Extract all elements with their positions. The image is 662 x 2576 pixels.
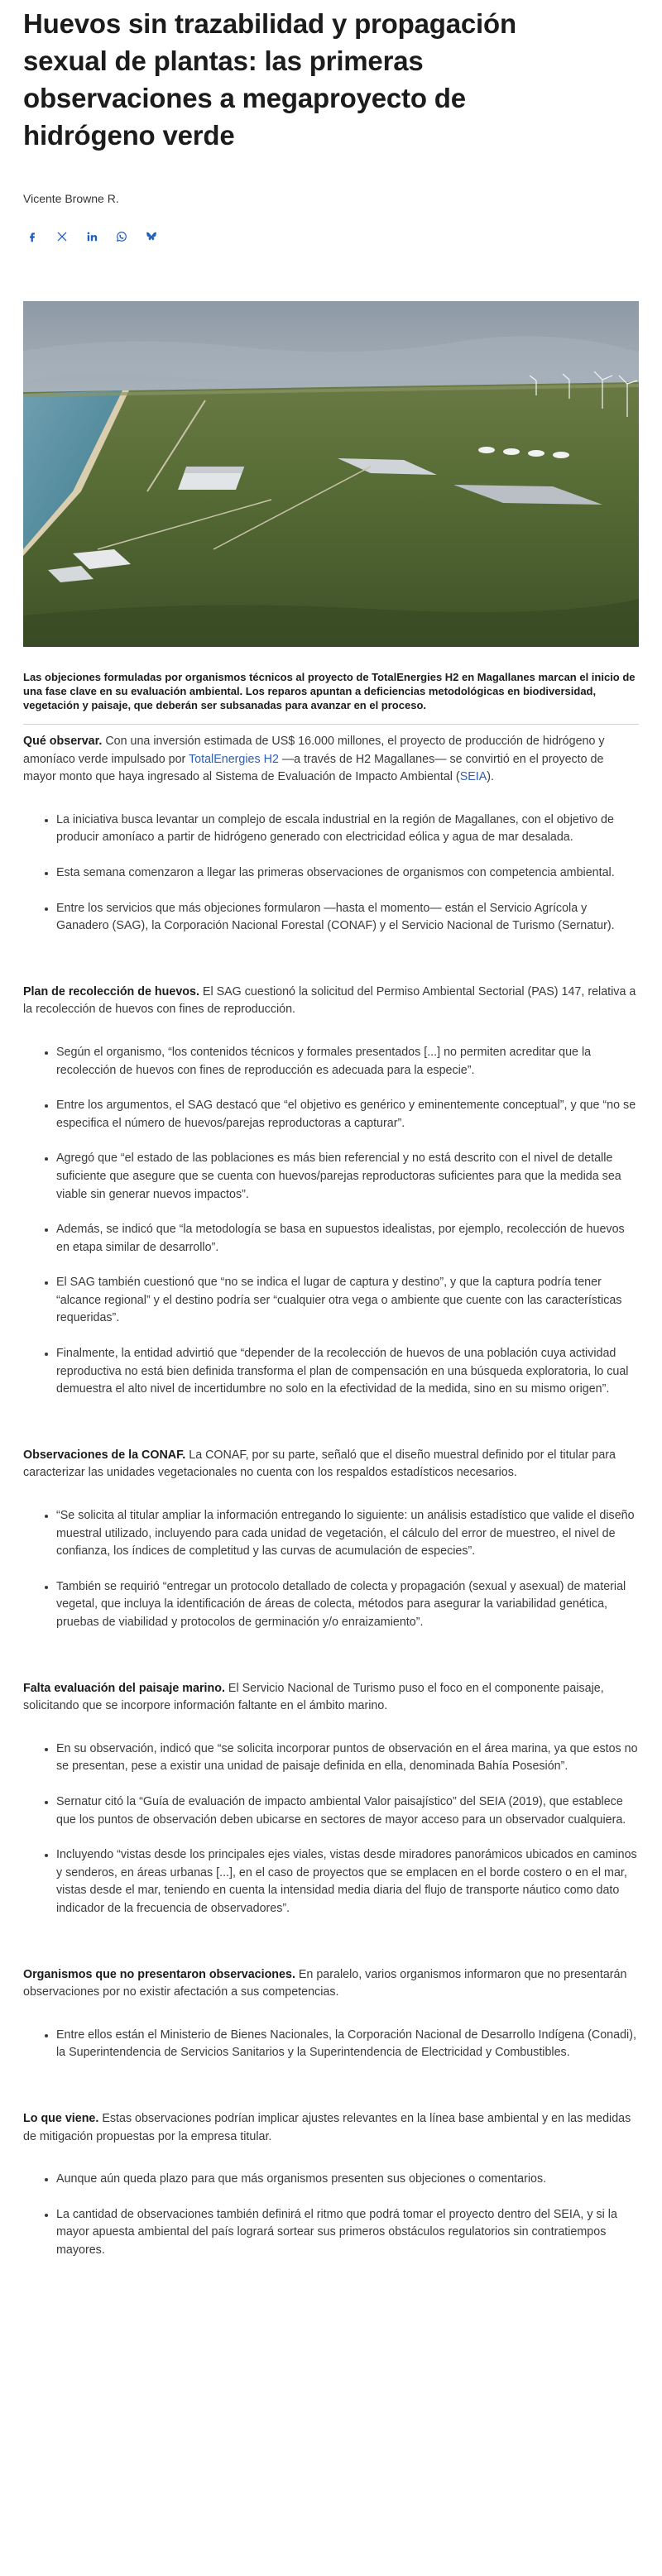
- list-item: Entre los argumentos, el SAG destacó que “el objetivo es genérico y eminentemente conceptual”, y que “no se especifica el número de huevos/parejas reproductoras a capturar”.: [56, 1097, 639, 1132]
- section-lo-que-viene: [23, 2110, 639, 2260]
- list-item: En su observación, indicó que “se solicita incorporar puntos de observación en el área marina, ya que estos no se presentan, pese a existir una unidad de paisaje definida en ella, denominada Bahía Posesión”.: [56, 1740, 639, 1776]
- list-item: También se requirió “entregar un protocolo detallado de colecta y propagación (sexual y asexual) de material vegetal, que incluya la identificación de áreas de colecta, métodos para asegurar la variabilidad genética, pruebas de viabilidad y protocolos de germinación y/o enraizamiento”.: [56, 1578, 639, 1632]
- section-intro: Organismos que no presentaron observaciones. En paralelo, varios organismos informaron que no presentarán observaciones por no existir afectación a sus competencias.: [23, 1967, 627, 1999]
- bullet-list: [23, 812, 639, 936]
- section-intro: Lo que viene. Estas observaciones podrían implicar ajustes relevantes en la línea base ambiental y en las medidas de mitigación propuestas por la empresa titular.: [23, 2111, 631, 2143]
- list-item: Agregó que “el estado de las poblaciones es más bien referencial y no está descrito con el nivel de detalle suficiente que asegure que se cuenta con huevos/parejas reproductoras suficientes para que la medida sea viable sin generar nuevos impactos”.: [56, 1150, 639, 1204]
- section-heading: Lo que viene.: [23, 2111, 99, 2125]
- list-item: La cantidad de observaciones también definirá el ritmo que podrá tomar el proyecto dentro del SEIA, y si la mayor apuesta ambiental del país logrará sortear sus primeros obstáculos regulatorios sin contratiempos mayores.: [56, 2206, 639, 2260]
- section-intro: Plan de recolección de huevos. El SAG cuestionó la solicitud del Permiso Ambiental Sectorial (PAS) 147, relativa a la recolección de huevos con fines de reproducción.: [23, 984, 636, 1017]
- share-bar: [23, 228, 639, 245]
- list-item: Según el organismo, “los contenidos técnicos y formales presentados [...] no permiten acreditar que la recolección de huevos con fines de reproducción es adecuada para la especie”.: [56, 1044, 639, 1080]
- section-heading: Plan de recolección de huevos.: [23, 984, 199, 998]
- section-intro: Falta evaluación del paisaje marino. El Servicio Nacional de Turismo puso el foco en el componente paisaje, solicitando que se incorpore información faltante en el ámbito marino.: [23, 1681, 604, 1713]
- lead-paragraph: Las objeciones formuladas por organismos técnicos al proyecto de TotalEnergies H2 en Magallanes marcan el inicio de una fase clave en su evaluación ambiental. Los reparos apuntan a deficiencias metodológicas en biodiversidad, vegetación y paisaje, que deberán ser subsanadas para avanzar en el proceso.: [23, 671, 636, 711]
- section-heading: Organismos que no presentaron observaciones.: [23, 1967, 295, 1981]
- bluesky-icon[interactable]: [142, 228, 161, 245]
- totalenergies-link[interactable]: TotalEnergies H2: [189, 752, 279, 766]
- section-que-observar: [23, 733, 639, 936]
- section-sin-observaciones: [23, 1966, 639, 2062]
- list-item: Entre los servicios que más objeciones formularon —hasta el momento— están el Servicio Agrícola y Ganadero (SAG), la Corporación Nacional Forestal (CONAF) y el Servicio Nacional de Turismo (Sernatur).: [56, 900, 639, 936]
- list-item: Sernatur citó la “Guía de evaluación de impacto ambiental Valor paisajístico” del SEIA (2019), que establece que los puntos de observación deben ubicarse en sectores de mayor acceso para un observador cualquiera.: [56, 1793, 639, 1829]
- list-item: “Se solicita al titular ampliar la información entregando lo siguiente: un análisis estadístico que valide el diseño muestral utilizado, incluyendo para cada unidad de vegetación, el cálculo del error de muestreo, el nivel de confianza, los índices de completitud y las curvas de acumulación de especies”.: [56, 1507, 639, 1561]
- list-item: Incluyendo “vistas desde los principales ejes viales, vistas desde miradores panorámicos ubicados en caminos y senderos, en áreas urbanas [...], en el caso de proyectos que se emplacen en el borde costero o en el mar, vistas desde el mar, teniendo en cuenta la intensidad media diaria del flujo de transporte náutico como dato indicador de la frecuencia de observadores”.: [56, 1846, 639, 1918]
- bullet-list: [23, 1507, 639, 1632]
- list-item: Aunque aún queda plazo para que más organismos presenten sus objeciones o comentarios.: [56, 2171, 639, 2189]
- bullet-list: [23, 1740, 639, 1918]
- facebook-icon[interactable]: [23, 228, 41, 245]
- list-item: Esta semana comenzaron a llegar las primeras observaciones de organismos con competencia ambiental.: [56, 864, 639, 883]
- section-heading: Observaciones de la CONAF.: [23, 1448, 186, 1462]
- x-icon[interactable]: [53, 228, 71, 245]
- section-heading: Qué observar.: [23, 735, 103, 748]
- hero-image: [23, 301, 639, 647]
- list-item: El SAG también cuestionó que “no se indica el lugar de captura y destino”, y que la captura podría tener “alcance regional” y el destino podría ser “cualquier otra vega o ambiente que cuente con las características requeridas”.: [56, 1274, 639, 1328]
- author-byline: Vicente Browne R.: [23, 192, 119, 205]
- seia-link[interactable]: SEIA: [459, 770, 487, 784]
- lead-divider: [23, 724, 639, 725]
- section-intro: Qué observar. Con una inversión estimada de US$ 16.000 millones, el proyecto de producción de hidrógeno y amoníaco verde impulsado por TotalEnergies H2 —a través de H2 Magallanes— se convirtió en el proyecto de mayor monto que haya ingresado al Sistema de Evaluación de Impacto Ambiental (SEIA).: [23, 735, 605, 784]
- list-item: Finalmente, la entidad advirtió que “depender de la recolección de huevos de una población cuya actividad reproductiva no está bien definida transforma el plan de compensación en una búsqueda exploratoria, lo cual demuestra el alto nivel de incertidumbre no solo en la efectividad de la medida, sino en su mismo origen”.: [56, 1345, 639, 1399]
- list-item: Además, se indicó que “la metodología se basa en supuestos idealistas, por ejemplo, recolección de huevos en etapa similar de desarrollo”.: [56, 1221, 639, 1257]
- section-recoleccion-huevos: [23, 984, 639, 1399]
- article-title: Huevos sin trazabilidad y propagación sexual de plantas: las primeras observaciones a megaproyecto de hidrógeno verde: [23, 8, 516, 151]
- section-conaf: [23, 1447, 639, 1632]
- whatsapp-icon[interactable]: [113, 228, 131, 245]
- bullet-list: [23, 2171, 639, 2259]
- bullet-list: [23, 2027, 639, 2062]
- list-item: La iniciativa busca levantar un complejo de escala industrial en la región de Magallanes, con el objetivo de producir amoníaco a partir de hidrógeno generado con electricidad eólica y agua de mar desalada.: [56, 812, 639, 847]
- linkedin-icon[interactable]: [83, 228, 101, 245]
- section-heading: Falta evaluación del paisaje marino.: [23, 1681, 225, 1695]
- bullet-list: [23, 1044, 639, 1399]
- section-intro: Observaciones de la CONAF. La CONAF, por su parte, señaló que el diseño muestral definido por el titular para caracterizar las unidades vegetacionales no cuenta con los respaldos estadísticos necesarios.: [23, 1448, 616, 1480]
- list-item: Entre ellos están el Ministerio de Bienes Nacionales, la Corporación Nacional de Desarrollo Indígena (Conadi), la Superintendencia de Servicios Sanitarios y la Superintendencia de Electricidad y Combustibles.: [56, 2027, 639, 2062]
- section-paisaje-marino: [23, 1680, 639, 1918]
